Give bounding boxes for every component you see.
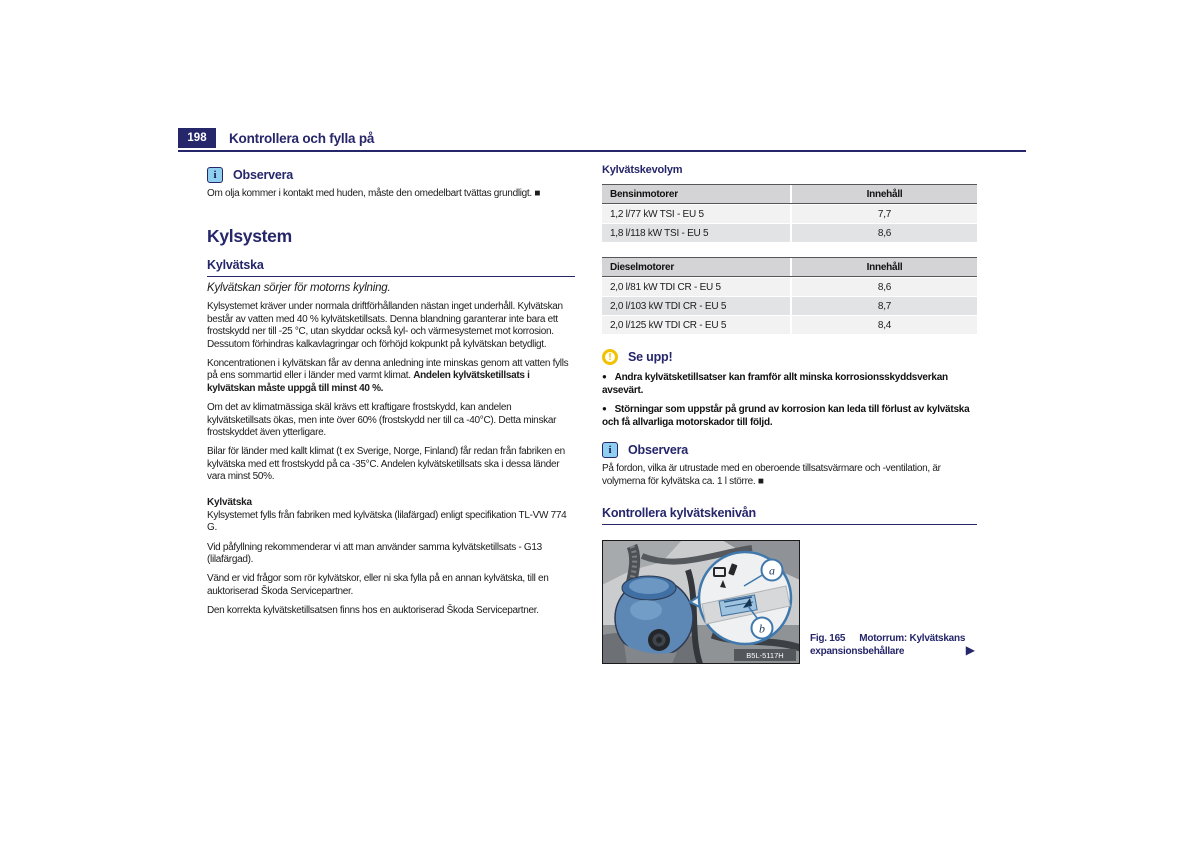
figure-label-b: b — [759, 621, 765, 636]
paragraph: Den korrekta kylvätsketillsatsen finns hos en auktoriserad Škoda Servicepartner. — [207, 605, 539, 617]
caution-title: Se upp! — [628, 350, 673, 364]
engine-cell: 1,8 l/118 kW TSI - EU 5 — [602, 224, 790, 242]
note-volume — [602, 442, 977, 488]
capacity-cell: 8,4 — [792, 316, 977, 334]
paragraph-bold-text: Andelen kylvätsketillsats i kylvätskan måste uppgå till minst 40 %. — [207, 370, 530, 394]
engine-bay-photo — [602, 540, 800, 664]
capacity-cell: 8,6 — [792, 224, 977, 242]
chapter-header-title: Kontrollera och fylla på — [229, 130, 375, 146]
note-title: Observera — [628, 443, 689, 458]
info-icon: i — [207, 167, 223, 183]
warning-icon: ! — [602, 349, 618, 365]
bullet-icon: ● — [602, 372, 607, 381]
caution-bullet — [602, 371, 977, 397]
capacity-cell: 7,7 — [792, 205, 977, 223]
table-header-row — [602, 184, 977, 204]
column-header: Dieselmotorer — [602, 258, 790, 276]
figure-caption-text: Motorrum: Kylvätskans expansionsbehållare — [810, 633, 966, 657]
table-row — [602, 278, 977, 296]
caution-bullet-text: Andra kylvätsketillsatser kan framför allt minska korrosionsskyddsverkan avsevärt. — [602, 372, 948, 396]
paragraph-text: Koncentrationen i kylvätskan får av denna anledning inte minskas genom att vatten fylls på ens sommartid eller i länder med varmt klimat. — [207, 358, 569, 382]
capacity-cell: 8,6 — [792, 278, 977, 296]
caution-note — [602, 349, 977, 429]
section-heading-check-level: Kontrollera kylvätskenivån — [602, 506, 977, 525]
figure-image-code: B5L-5117H — [746, 651, 784, 661]
figure-caption — [810, 633, 972, 658]
continues-next-page-icon: ▶ — [965, 643, 975, 658]
note-body: Om olja kommer i kontakt med huden, måste den omedelbart tvättas grundligt. ■ — [207, 188, 541, 199]
table-header-row — [602, 257, 977, 277]
paragraph: Kylsystemet fylls från fabriken med kylvätska (lilafärgad) enligt specifikation TL-VW 774 G. — [207, 509, 567, 534]
table-row — [602, 224, 977, 242]
table-row — [602, 205, 977, 223]
paragraph: Vid påfyllning rekommenderar vi att man använder samma kylvätsketillsats - G13 (lilafärgad). — [207, 541, 542, 565]
paragraph: Vänd er vid frågor som rör kylvätskor, eller ni ska fylla på en annan kylvätska, till en auktoriserad Škoda Servicepartner. — [207, 573, 549, 597]
note-body: På fordon, vilka är utrustade med en oberoende tillsatsvärmare och -ventilation, är volymerna för kylvätska ca. 1 l större. ■ — [602, 463, 941, 487]
column-header: Bensinmotorer — [602, 185, 790, 203]
column-header: Innehåll — [792, 258, 977, 276]
engine-cell: 1,2 l/77 kW TSI - EU 5 — [602, 205, 790, 223]
capacity-cell: 8,7 — [792, 297, 977, 315]
page-header — [178, 128, 1026, 152]
diesel-engines-table — [602, 257, 977, 334]
note-title: Observera — [233, 168, 294, 182]
note-oil — [207, 167, 575, 200]
paragraph — [207, 358, 575, 395]
left-column — [207, 167, 575, 625]
figure-label-a: a — [769, 563, 775, 578]
engine-cell: 2,0 l/81 kW TDI CR - EU 5 — [602, 278, 790, 296]
petrol-engines-table — [602, 184, 977, 242]
table-row — [602, 297, 977, 315]
caution-bullet-text: Störningar som uppstår på grund av korrosion kan leda till förlust av kylvätska och få allvarliga motorskador till följd. — [602, 404, 970, 428]
paragraph: Om det av klimatmässiga skäl krävs ett kraftigare frostskydd, kan andelen kylvätsketillsats ökas, men inte över 60% (frostskydd ner till ca -40°C). Detta minskar frostskyddet även ytterligare. — [207, 402, 557, 439]
figure-165 — [602, 540, 977, 666]
info-icon: i — [602, 442, 618, 458]
caution-bullet — [602, 403, 977, 429]
table-row — [602, 316, 977, 334]
page-number: 198 — [178, 128, 216, 148]
paragraph: Kylsystemet kräver under normala driftförhållanden nästan inget underhåll. Kylvätskan består av vatten med 40 % kylvätsketillsats. Denna blandning garanterar inte bara ett frostskydd ner till -25 °C, utan skyddar också kyl- och värmesystemet mot korrosion. Dessutom förhindras kalkavlagringar och förhöjd kokpunkt på kylvätskan betydligt. — [207, 301, 563, 350]
section-lead: Kylvätskan sörjer för motorns kylning. — [207, 282, 391, 295]
section-heading-kylvatska: Kylvätska — [207, 258, 575, 277]
paragraph: Bilar för länder med kallt klimat (t ex Sverige, Norge, Finland) får redan från fabriken en kylvätska med ett frostskydd på ca -35°C. Andelen kylvätsketillsats ska i dessa länder vara minst 50%. — [207, 446, 565, 483]
table-title-volume: Kylvätskevolym — [602, 164, 683, 176]
engine-cell: 2,0 l/103 kW TDI CR - EU 5 — [602, 297, 790, 315]
page-title: Kylsystem — [207, 226, 292, 247]
bullet-icon: ● — [602, 404, 607, 414]
right-column — [602, 164, 977, 666]
column-header: Innehåll — [792, 185, 977, 203]
subheading-kylvatska: Kylvätska — [207, 496, 252, 508]
engine-cell: 2,0 l/125 kW TDI CR - EU 5 — [602, 316, 790, 334]
figure-number: Fig. 165 — [810, 633, 846, 645]
